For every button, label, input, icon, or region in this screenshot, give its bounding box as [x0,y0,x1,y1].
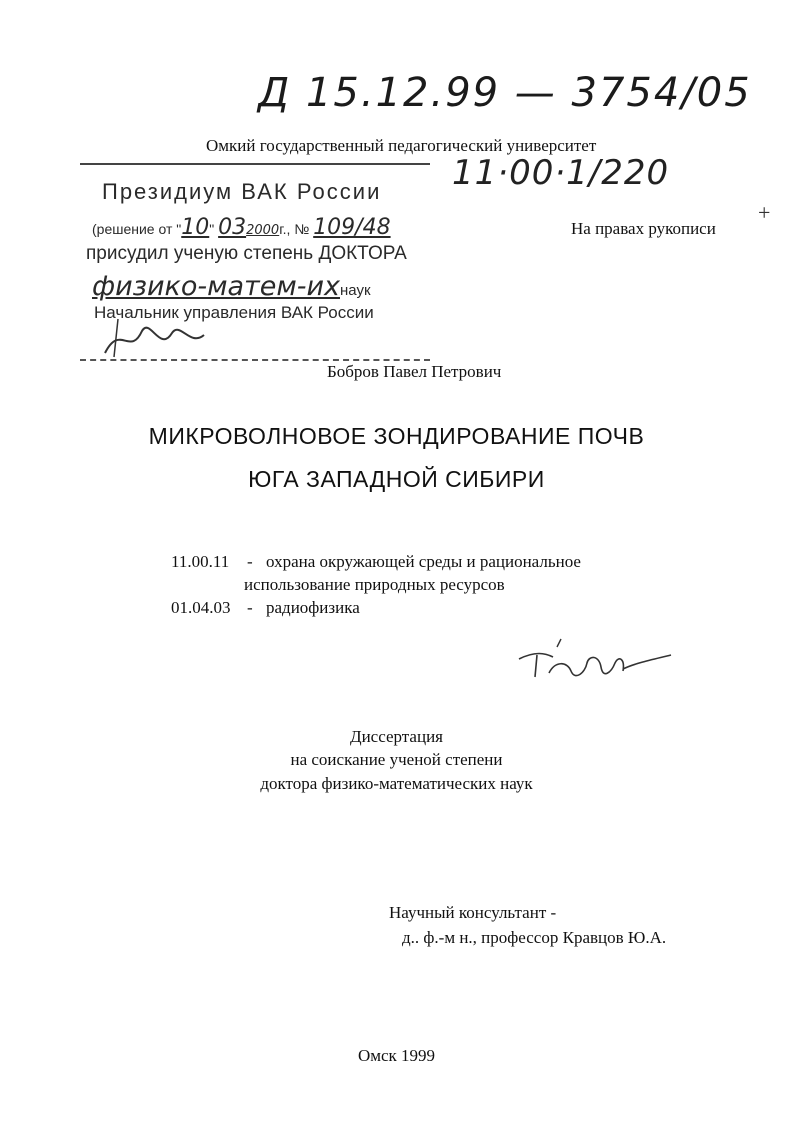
dissertation-degree-line: на соискание ученой степени [290,750,503,769]
vak-stamp [80,163,440,361]
city-year: Омск 1999 [357,1046,436,1065]
stamp-decision-month: 03 [218,215,247,240]
manuscript-rights-label: На правах рукописи [571,219,716,238]
dissertation-title-line-1: МИКРОВОЛНОВОЕ ЗОНДИРОВАНИЕ ПОЧВ [148,423,645,449]
corner-mark: + [758,200,771,225]
consultant-label: Научный консультант - [389,903,557,922]
specialty-code-2: 01.04.03 [171,598,231,617]
stamp-degree-field [92,271,371,302]
stamp-head-text: Начальник управления ВАК России [94,303,374,322]
specialty-dash-2: - [247,598,253,617]
dissertation-title-line-2: ЮГА ЗАПАДНОЙ СИБИРИ [248,466,545,492]
stamp-field-handwritten: физико-матем-их [92,271,340,302]
handwritten-code: 11·00·1/220 [452,153,670,193]
specialty-text-2: радиофизика [266,598,360,617]
stamp-decision-num-label: г., № [279,221,310,237]
author-signature [515,633,675,693]
stamp-decision-line [92,215,391,240]
stamp-decision-number: 109/48 [313,215,391,240]
stamp-degree-text: присудил ученую степень ДОКТОРА [86,243,407,264]
specialty-dash-1: - [247,552,253,571]
stamp-decision-day: 10 [181,215,210,240]
specialty-text-1-line-2: использование природных ресурсов [244,575,505,594]
dissertation-label: Диссертация [349,727,443,746]
specialty-text-1-line-1: охрана окружающей среды и рациональное [266,552,581,571]
handwritten-registration-number: Д 15.12.99 — 3754/05 [258,70,752,116]
dissertation-science-line: доктора физико-математических наук [260,774,533,793]
stamp-title: Президиум ВАК России [102,179,382,204]
consultant-name: д.. ф.-м н., профессор Кравцов Ю.А. [402,928,667,947]
stamp-decision-mid: " [209,221,215,237]
stamp-field-suffix: наук [340,282,371,299]
stamp-signature [100,313,210,361]
university-name: Омкий государственный педагогический университет [206,136,597,155]
specialty-code-1: 11.00.11 [171,552,230,571]
author-name: Бобров Павел Петрович [327,362,502,381]
stamp-decision-year: 2000 [246,223,280,238]
stamp-decision-prefix: (решение от " [92,221,182,237]
